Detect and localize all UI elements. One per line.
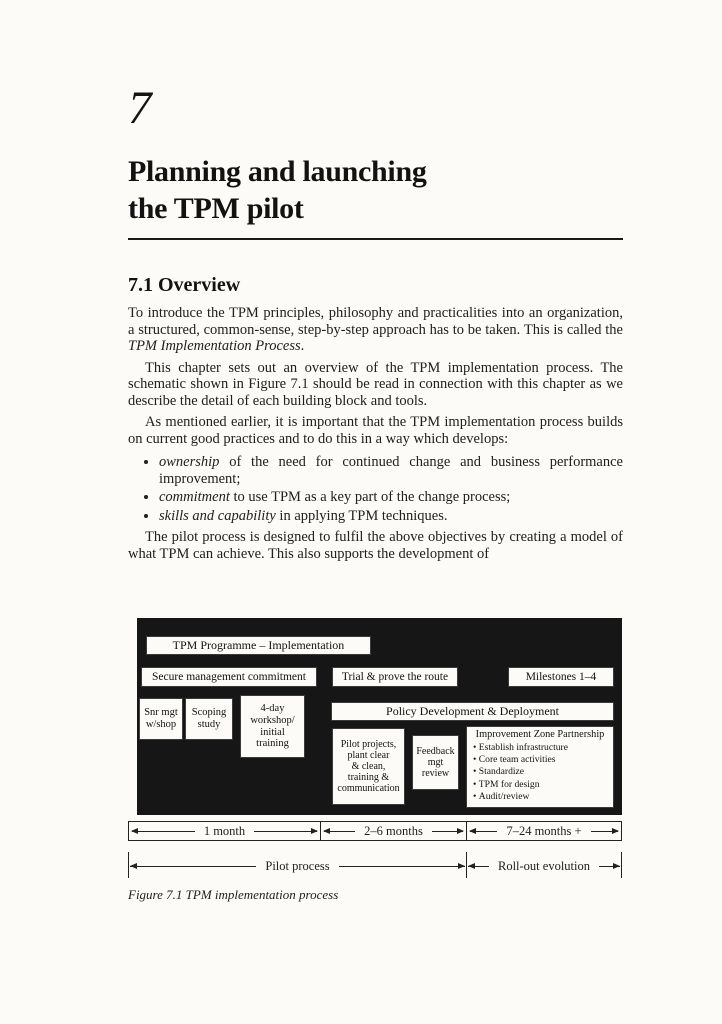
paragraph-3: As mentioned earlier, it is important that the TPM implementation process builds on current good practices and to do this in a way which develops: [128,414,623,447]
box-line: review [421,768,450,780]
box-line: Feedback [416,745,455,757]
box-trial-prove-route: Trial & prove the route [332,667,458,687]
box-line: Snr mgt [144,707,178,719]
box-line: 4-day [260,703,285,714]
box-line: mgt [427,756,444,768]
paragraph-1-italic: TPM Implementation Process [128,338,301,355]
box-line: initial [260,726,285,738]
izp-item: • Audit/review [473,791,611,803]
box-pilot-projects [332,728,405,805]
timeline-cell-7-24-months [466,821,622,841]
chapter-title-line2: the TPM pilot [128,192,304,226]
box-4-day-workshop [240,695,305,758]
list-item-rest: of the need for continued change and business performance improvement; [159,454,623,487]
box-policy-development: Policy Development & Deployment [331,702,614,721]
list-item-rest: to use TPM as a key part of the change process; [229,489,511,506]
arrow-right-icon [613,863,620,869]
izp-title: Improvement Zone Partnership [475,729,605,740]
izp-item: • Establish infrastructure [473,742,611,754]
chapter-title [128,153,623,227]
phase-rollout-evolution [466,856,622,876]
box-line: Scoping [191,707,227,719]
box-line: study [197,719,221,730]
body-text [128,305,623,562]
arrow-right-icon [457,828,464,834]
box-secure-management-commitment: Secure management commitment [141,667,317,687]
paragraph-4: The pilot process is designed to fulfil the above objectives by creating a model of what TPM can achieve. This also supports the development of [128,529,623,562]
box-line: training [256,738,289,750]
phase-label: Pilot process [256,859,338,874]
list-item-skills [159,508,623,525]
paragraph-1-period: . [300,338,305,355]
title-divider [128,238,623,240]
timeline-label: 7–24 months + [497,824,590,839]
box-tpm-programme: TPM Programme – Implementation [146,636,371,655]
figure-7-1-diagram [128,618,623,910]
box-line: & clean, [351,760,386,772]
chapter-content [128,84,623,562]
diagram-black-panel [137,618,622,815]
list-item-lead: commitment [159,489,230,506]
list-item-lead: skills and capability [159,507,276,524]
box-snr-mgt-workshop [139,698,183,740]
box-line: plant clear [347,749,390,761]
box-line: training & [347,772,390,784]
box-line: workshop/ [250,714,295,726]
paragraph-1 [128,305,623,355]
phase-label: Roll-out evolution [489,859,599,874]
arrow-left-icon [469,828,476,834]
box-line: communication [337,783,400,795]
chapter-number: 7 [128,82,152,134]
box-improvement-zone-partnership [466,726,614,808]
izp-list [469,742,611,804]
phase-pilot-process [128,856,467,876]
box-line: w/shop [145,719,177,730]
section-heading: 7.1 Overview [128,274,241,297]
box-feedback-mgt-review [412,735,459,790]
arrow-right-icon [458,863,465,869]
paragraph-1-text: To introduce the TPM principles, philosophy and practicalities into an organization, a structured, common-sense, step-by-step approach has to be taken. This is called the [128,305,623,338]
timeline-label: 1 month [195,824,254,839]
chapter-title-line1: Planning and launching [128,155,427,189]
box-milestones-1-4: Milestones 1–4 [508,667,614,687]
timeline-cell-2-6-months [320,821,467,841]
box-line: Pilot projects, [340,738,397,750]
arrow-left-icon [323,828,330,834]
paragraph-2: This chapter sets out an overview of the TPM implementation process. The schematic shown in Figure 7.1 should be read in connection with this chapter as we describe the detail of each building block and tools. [128,359,623,409]
bullet-list [128,454,623,524]
izp-item: • Core team activities [473,754,611,766]
list-item-lead: ownership [159,454,220,471]
list-item-rest: in applying TPM techniques. [275,507,448,524]
izp-item: • TPM for design [473,779,611,791]
arrow-left-icon [130,863,137,869]
arrow-left-icon [131,828,138,834]
arrow-left-icon [468,863,475,869]
timeline-label: 2–6 months [355,824,432,839]
izp-item: • Standardize [473,766,611,778]
list-item-commitment [159,489,623,506]
figure-caption: Figure 7.1 TPM implementation process [128,887,339,902]
arrow-right-icon [311,828,318,834]
box-scoping-study [185,698,233,740]
list-item-ownership [159,454,623,487]
arrow-right-icon [612,828,619,834]
timeline-cell-1-month [128,821,321,841]
